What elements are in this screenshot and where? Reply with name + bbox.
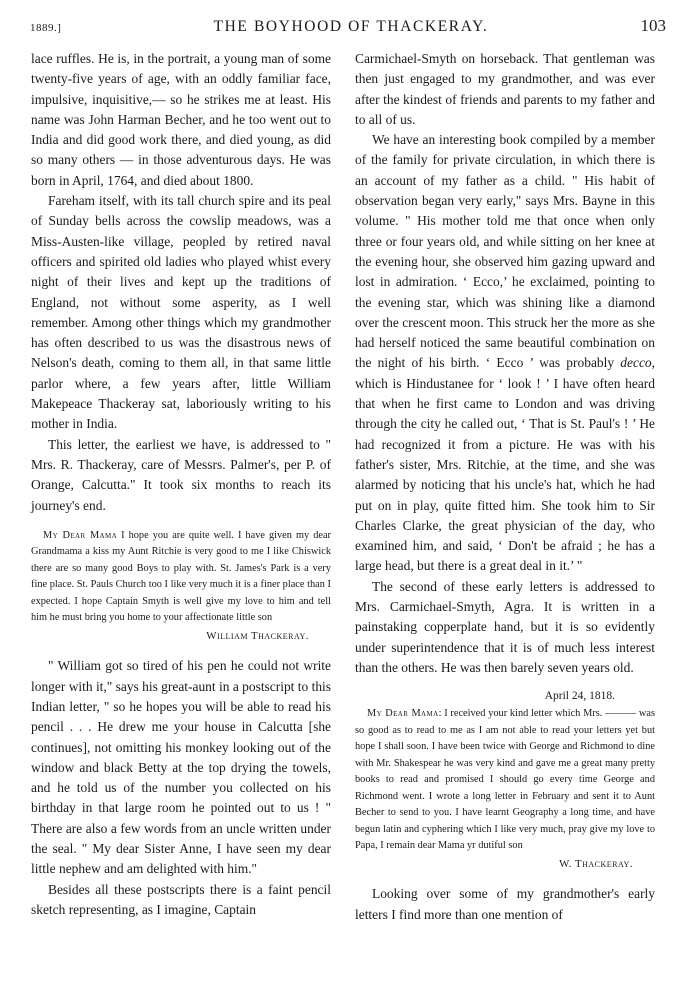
left-column (31, 49, 331, 920)
article-title: THE BOYHOOD OF THACKERAY. (213, 18, 489, 35)
letter-signature: William Thackeray. (206, 629, 309, 642)
spacer (355, 872, 655, 884)
running-head (30, 16, 666, 38)
paragraph: Besides all these postscripts there is a faint pencil sketch representing, as I imagine, Captain (31, 881, 331, 917)
letter-date: April 24, 1818. (544, 690, 615, 703)
letter-quote (31, 528, 331, 645)
letter-text: : I received your kind letter which Mrs. ——— was so good as to read to me as I am not able to read your letters yet but hope I shall soon. I have been twice with George and Richmond to dine with Mr. Shakespear he was very kind and gave me a great many pretty books to read and promised I should go every time George and Richmond went. I wrote a long letter in February and sent it to Aunt Becher to send to you. I have learnt Geography a long time, and have begun latin and cyphering which I like very much, pray give my love to Papa, I remain dear Mama yr dutiful son (355, 708, 655, 852)
page-number: 103 (640, 16, 666, 35)
letter-body (355, 706, 655, 855)
paragraph: " William got so tired of his pen he could not write longer with it," says his great-aunt in a postscript to this Indian letter, " so he hopes you will be able to read his pencil . . . He drew me your house in Calcutta [she continues], not omitting his monkey looking out of the window and black Betty at the top drying the towels, and he told us of the number you collected on his birthday in that large room he pointed out to us ! " There are also a few words from an uncle written under the seal. " My dear Sister Anne, I have seen my dear little nephew and am delighted with him." (31, 658, 331, 877)
paragraph: Carmichael-Smyth on horseback. That gentleman was then just engaged to my grandmother, and was ever after the kindest of friends and parents to my father and to all of us. (355, 51, 655, 127)
italic-word: decco, (620, 355, 655, 371)
paragraph: Fareham itself, with its tall church spire and its peal of Sunday bells across the cowslip meadows, was a Miss-Austen-like village, peopled by retired naval officers and spirited old ladies who played whist every night of their lives and kept up the traditions of England, not without some asperity, as I well remember. Among other things which my grandmother has often described to us was the disastrous news of Nelson's death, coming to them all, in that same little parlor where, a few years after, little William Makepeace Thackeray sat, laboriously writing to his mother in India. (31, 193, 331, 432)
letter-quote (355, 706, 655, 872)
paragraph: This letter, the earliest we have, is addressed to " Mrs. R. Thackeray, care of Messrs. Palmer's, per P. of Orange, Calcutta." It took six months to reach its journey's end. (31, 436, 331, 513)
right-column (355, 49, 655, 925)
letter-salutation: My Dear Mama (367, 708, 439, 720)
letter-body (31, 528, 331, 627)
letter-signature: W. Thackeray. (559, 857, 633, 870)
letter-text: I hope you are quite well. I have given my dear Grandmama a kiss my Aunt Ritchie is very good to me I like Chiswick there are so many good Boys to play with. St. James's Park is a very fine place. St. Pauls Church too I like very much it is a finer place than I expected. I hope Captain Smyth is well give my love to him and tell him he must bring you home to your affectionate little son (31, 529, 331, 624)
paragraph: The second of these early letters is addressed to Mrs. Carmichael-Smyth, Agra. It is written in a painstaking copperplate hand, but it is so evidently under superintendence that it is of much less interest than the others. He was then barely seven years old. (355, 578, 655, 675)
letter-salutation: My Dear Mama (43, 529, 118, 541)
paragraph-text: We have an interesting book compiled by a member of the family for private circulation, in which there is an account of my father as a child. " His habit of observation began very early," says Mrs. Bayne in this volume. " His mother told me that once when only three or four years old, and while sitting on her knee at the evening hour, she observed him gazing upward and lost in admiration. ‘ Ecco,’ he exclaimed, pointing to the evening star, which was shining like a diamond over the crescent moon. This struck her the more as she had herself noticed the same beautiful combination on the night of his birth. ‘ Ecco ’ was probably (355, 132, 655, 371)
issue-date: 1889.] (30, 22, 62, 34)
paragraph (355, 130, 655, 577)
spacer (31, 644, 331, 656)
paragraph-text: which is Hindustanee for ‘ look ! ’ I have often heard that when he first came to London and was driving through the city he called out, ‘ That is St. Paul's ! ’ He had recognized it from a picture. He was with his father's sister, Mrs. Ritchie, at the time, and she was alarmed by noticing that his uncle's hat, which he had put on in play, quite fitted him. She took him to Sir Charles Clarke, the great physician of the day, who examined him, and said, ‘ Don't be afraid ; he has a large head, but there is a great deal in it.’ " (355, 375, 655, 574)
paragraph: lace ruffles. He is, in the portrait, a young man of some twenty-five years of age, with an oddly familiar face, impulsive, inquisitive,— so he strikes me at least. His name was John Harman Becher, and he too went out to India and did good work there, and died young, as did so many others — in those adventurous days. He was born in April, 1764, and died about 1800. (31, 51, 331, 188)
paragraph: Looking over some of my grandmother's early letters I find more than one mention of (355, 886, 655, 922)
